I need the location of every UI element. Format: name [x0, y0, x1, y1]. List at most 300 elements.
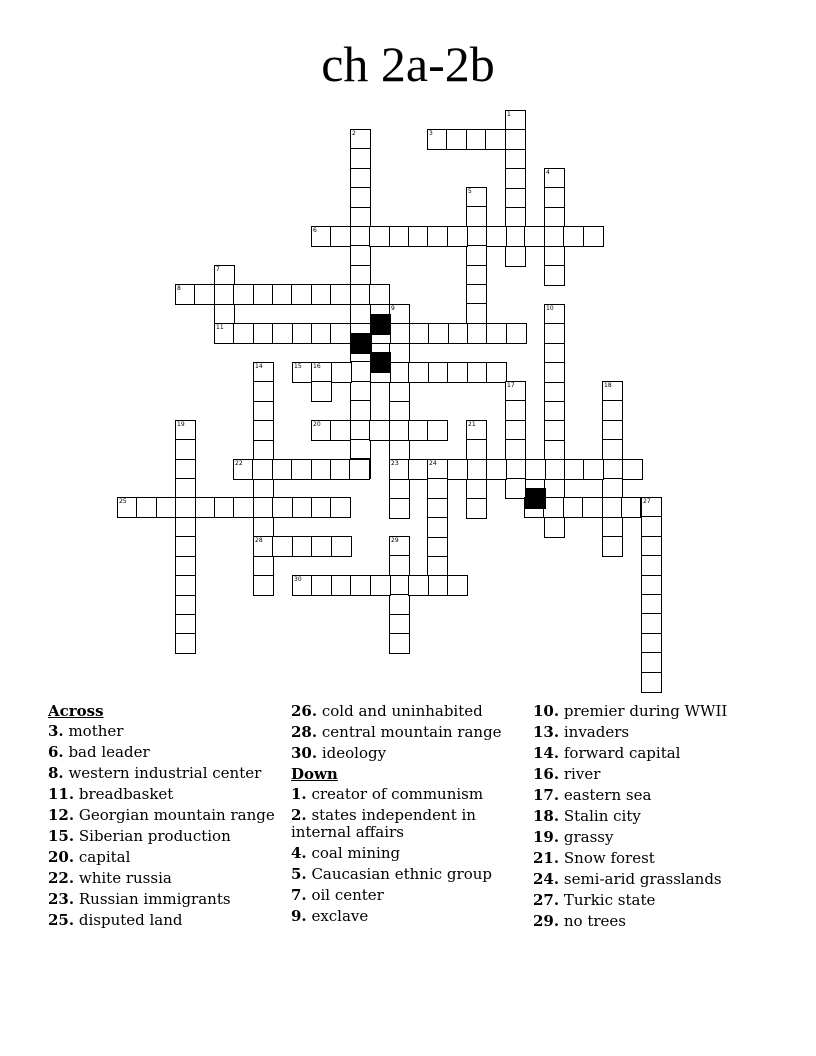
- clue-item-number: 17.: [533, 786, 560, 804]
- grid-cell[interactable]: [389, 536, 410, 557]
- grid-cell[interactable]: [622, 459, 643, 480]
- grid-cell[interactable]: [272, 536, 293, 557]
- grid-cell[interactable]: [467, 459, 488, 480]
- grid-cell[interactable]: [427, 420, 448, 441]
- grid-cell[interactable]: [350, 245, 371, 266]
- grid-cell[interactable]: [602, 400, 623, 421]
- grid-cell[interactable]: [389, 575, 410, 596]
- clue-number: 7: [216, 266, 220, 273]
- grid-cell[interactable]: [467, 323, 488, 344]
- grid-cell[interactable]: [505, 478, 526, 499]
- grid-cell[interactable]: [505, 226, 526, 247]
- grid-cell[interactable]: [330, 284, 351, 305]
- grid-cell[interactable]: [291, 284, 312, 305]
- grid-cell[interactable]: [544, 517, 565, 538]
- grid-cell[interactable]: [602, 381, 623, 402]
- grid-cell[interactable]: [311, 459, 332, 480]
- grid-cell[interactable]: [253, 517, 274, 538]
- grid-cell[interactable]: [641, 672, 662, 693]
- grid-cell[interactable]: [505, 439, 526, 460]
- grid-cell[interactable]: [544, 362, 565, 383]
- grid-cell[interactable]: [448, 323, 469, 344]
- clue-item-number: 24.: [533, 870, 560, 888]
- grid-cell[interactable]: [466, 439, 487, 460]
- grid-cell[interactable]: [292, 497, 313, 518]
- grid-cell[interactable]: [175, 420, 196, 441]
- clue-item-text: Snow forest: [559, 849, 655, 867]
- grid-cell[interactable]: [369, 226, 390, 247]
- grid-cell[interactable]: [272, 284, 293, 305]
- grid-cell[interactable]: [486, 362, 507, 383]
- clue-item-number: 1.: [291, 785, 307, 803]
- grid-cell[interactable]: [427, 498, 448, 519]
- grid-cell[interactable]: [253, 381, 274, 402]
- grid-cell[interactable]: [408, 362, 429, 383]
- grid-cell[interactable]: [544, 401, 565, 422]
- grid-cell[interactable]: [311, 497, 332, 518]
- grid-cell[interactable]: [291, 459, 312, 480]
- grid-cell[interactable]: [175, 633, 196, 654]
- clue-item-number: 12.: [48, 806, 75, 824]
- grid-cell[interactable]: [389, 614, 410, 635]
- clue-number: 5: [468, 188, 472, 195]
- clue-item-text: bad leader: [63, 743, 150, 761]
- clue-number: 22: [235, 460, 243, 467]
- grid-cell[interactable]: [369, 284, 390, 305]
- clue-list: [48, 700, 788, 960]
- clue-item: [48, 849, 288, 866]
- grid-cell[interactable]: [175, 497, 196, 518]
- grid-cell[interactable]: [408, 226, 429, 247]
- grid-cell[interactable]: [564, 459, 585, 480]
- grid-cell[interactable]: [214, 323, 235, 344]
- grid-cell[interactable]: [330, 323, 351, 344]
- grid-cell[interactable]: [175, 536, 196, 557]
- clue-column-3: [533, 700, 773, 934]
- grid-cell[interactable]: [175, 556, 196, 577]
- grid-cell[interactable]: [350, 148, 371, 169]
- clue-item-number: 18.: [533, 807, 560, 825]
- grid-cell[interactable]: [330, 497, 351, 518]
- grid-cell[interactable]: [602, 478, 623, 499]
- grid-cell[interactable]: [466, 478, 487, 499]
- grid-cell[interactable]: [253, 556, 274, 577]
- grid-cell[interactable]: [505, 110, 526, 131]
- grid-cell[interactable]: [506, 323, 527, 344]
- clue-item-number: 21.: [533, 849, 560, 867]
- clue-item-number: 4.: [291, 844, 307, 862]
- clue-item: [48, 807, 288, 824]
- blocked-cell: [370, 314, 391, 335]
- grid-cell[interactable]: [602, 497, 623, 518]
- grid-cell[interactable]: [311, 420, 332, 441]
- grid-cell[interactable]: [466, 226, 487, 247]
- grid-cell[interactable]: [544, 207, 565, 228]
- grid-cell[interactable]: [447, 226, 468, 247]
- clue-item: [533, 892, 773, 909]
- clue-item-number: 2.: [291, 806, 307, 824]
- grid-cell[interactable]: [505, 207, 526, 228]
- grid-cell[interactable]: [544, 459, 565, 480]
- grid-cell[interactable]: [214, 304, 235, 325]
- clue-number: 3: [429, 130, 433, 137]
- grid-cell[interactable]: [292, 362, 313, 383]
- grid-cell[interactable]: [466, 420, 487, 441]
- grid-cell[interactable]: [175, 439, 196, 460]
- grid-cell[interactable]: [253, 323, 274, 344]
- grid-cell[interactable]: [505, 400, 526, 421]
- grid-cell[interactable]: [350, 420, 371, 441]
- clue-item: [48, 912, 288, 929]
- grid-cell[interactable]: [253, 536, 274, 557]
- clue-number: 8: [177, 285, 181, 292]
- grid-cell[interactable]: [544, 246, 565, 267]
- grid-cell[interactable]: [253, 284, 274, 305]
- clue-item: [291, 908, 531, 925]
- grid-cell[interactable]: [602, 439, 623, 460]
- grid-cell[interactable]: [466, 265, 487, 286]
- grid-cell[interactable]: [389, 420, 410, 441]
- grid-cell[interactable]: [427, 556, 448, 577]
- grid-cell[interactable]: [311, 226, 332, 247]
- clue-item-number: 10.: [533, 702, 560, 720]
- clue-number: 24: [429, 460, 437, 467]
- grid-cell[interactable]: [389, 304, 410, 325]
- grid-cell[interactable]: [272, 497, 293, 518]
- grid-cell[interactable]: [582, 497, 603, 518]
- grid-cell[interactable]: [253, 497, 274, 518]
- grid-cell[interactable]: [641, 633, 662, 654]
- grid-cell[interactable]: [544, 343, 565, 364]
- clue-number: 1: [507, 111, 511, 118]
- grid-cell[interactable]: [563, 497, 584, 518]
- grid-cell[interactable]: [330, 420, 351, 441]
- grid-cell[interactable]: [175, 284, 196, 305]
- grid-cell[interactable]: [233, 284, 254, 305]
- clue-item-number: 20.: [48, 848, 75, 866]
- grid-cell[interactable]: [350, 304, 371, 325]
- clue-item-text: coal mining: [306, 844, 401, 862]
- clue-item-number: 28.: [291, 723, 318, 741]
- grid-cell[interactable]: [175, 459, 196, 480]
- grid-cell[interactable]: [505, 246, 526, 267]
- grid-cell[interactable]: [214, 284, 235, 305]
- grid-cell[interactable]: [505, 149, 526, 170]
- grid-cell[interactable]: [272, 459, 293, 480]
- clue-item: [291, 887, 531, 904]
- grid-cell[interactable]: [389, 362, 410, 383]
- grid-cell[interactable]: [544, 323, 565, 344]
- grid-cell[interactable]: [233, 323, 254, 344]
- clue-item-text: states independent in internal affairs: [291, 806, 476, 841]
- grid-cell[interactable]: [389, 382, 410, 403]
- grid-cell[interactable]: [350, 400, 371, 421]
- grid-cell[interactable]: [544, 168, 565, 189]
- clue-item-number: 11.: [48, 785, 75, 803]
- clue-number: 25: [119, 498, 127, 505]
- grid-cell[interactable]: [641, 516, 662, 537]
- grid-cell[interactable]: [350, 265, 371, 286]
- grid-cell[interactable]: [175, 614, 196, 635]
- grid-cell[interactable]: [427, 478, 448, 499]
- grid-cell[interactable]: [505, 459, 526, 480]
- grid-cell[interactable]: [543, 497, 564, 518]
- grid-cell[interactable]: [292, 323, 313, 344]
- clue-item-text: forward capital: [559, 744, 681, 762]
- grid-cell[interactable]: [447, 459, 468, 480]
- clue-item-number: 29.: [533, 912, 560, 930]
- grid-cell[interactable]: [350, 361, 371, 382]
- clue-item-number: 16.: [533, 765, 560, 783]
- grid-cell[interactable]: [505, 168, 526, 189]
- grid-cell[interactable]: [389, 479, 410, 500]
- grid-cell[interactable]: [389, 498, 410, 519]
- grid-cell[interactable]: [253, 362, 274, 383]
- clue-item-number: 22.: [48, 869, 75, 887]
- grid-cell[interactable]: [641, 613, 662, 634]
- clue-item-text: no trees: [559, 912, 626, 930]
- grid-cell[interactable]: [214, 497, 235, 518]
- clue-item: [533, 766, 773, 783]
- grid-cell[interactable]: [525, 459, 546, 480]
- grid-cell[interactable]: [350, 168, 371, 189]
- grid-cell[interactable]: [389, 401, 410, 422]
- clue-section-heading: Across: [48, 702, 104, 720]
- grid-cell[interactable]: [272, 323, 293, 344]
- grid-cell[interactable]: [331, 575, 352, 596]
- grid-cell[interactable]: [252, 459, 273, 480]
- grid-cell[interactable]: [466, 187, 487, 208]
- clue-item-text: premier during WWII: [559, 702, 728, 720]
- grid-cell[interactable]: [350, 575, 371, 596]
- grid-cell[interactable]: [544, 226, 565, 247]
- grid-cell[interactable]: [175, 478, 196, 499]
- grid-cell[interactable]: [311, 381, 332, 402]
- grid-cell[interactable]: [602, 517, 623, 538]
- clue-number: 27: [643, 498, 651, 505]
- grid-cell[interactable]: [214, 265, 235, 286]
- grid-cell[interactable]: [621, 497, 642, 518]
- grid-cell[interactable]: [350, 207, 371, 228]
- grid-cell[interactable]: [292, 575, 313, 596]
- grid-cell[interactable]: [233, 459, 254, 480]
- grid-cell[interactable]: [505, 188, 526, 209]
- clue-item-text: Russian immigrants: [74, 890, 231, 908]
- grid-cell[interactable]: [350, 381, 371, 402]
- clue-item-text: Georgian mountain range: [74, 806, 275, 824]
- grid-cell[interactable]: [389, 555, 410, 576]
- grid-cell[interactable]: [544, 265, 565, 286]
- puzzle-title: ch 2a-2b: [321, 36, 495, 92]
- grid-cell[interactable]: [466, 245, 487, 266]
- clue-item-text: river: [559, 765, 601, 783]
- grid-cell[interactable]: [311, 284, 332, 305]
- grid-cell[interactable]: [563, 226, 584, 247]
- grid-cell[interactable]: [311, 323, 332, 344]
- grid-cell[interactable]: [486, 323, 507, 344]
- grid-cell[interactable]: [544, 304, 565, 325]
- grid-cell[interactable]: [292, 536, 313, 557]
- grid-cell[interactable]: [311, 575, 332, 596]
- grid-cell[interactable]: [447, 362, 468, 383]
- clue-item-text: Stalin city: [559, 807, 641, 825]
- clue-item-text: white russia: [74, 869, 172, 887]
- grid-cell[interactable]: [194, 284, 215, 305]
- grid-cell[interactable]: [409, 323, 430, 344]
- grid-cell[interactable]: [641, 497, 662, 518]
- grid-cell[interactable]: [505, 381, 526, 402]
- grid-cell[interactable]: [466, 498, 487, 519]
- grid-cell[interactable]: [175, 595, 196, 616]
- grid-cell[interactable]: [195, 497, 216, 518]
- clue-number: 6: [313, 227, 317, 234]
- grid-cell[interactable]: [330, 226, 351, 247]
- grid-cell[interactable]: [505, 420, 526, 441]
- grid-cell[interactable]: [408, 575, 429, 596]
- grid-cell[interactable]: [253, 401, 274, 422]
- clue-item-text: Caucasian ethnic group: [306, 865, 492, 883]
- clue-item: [533, 703, 773, 720]
- grid-cell[interactable]: [233, 497, 254, 518]
- grid-cell[interactable]: [389, 633, 410, 654]
- clue-item-text: disputed land: [74, 911, 183, 929]
- grid-cell[interactable]: [350, 226, 371, 247]
- clue-number: 9: [391, 305, 395, 312]
- grid-cell[interactable]: [641, 652, 662, 673]
- clue-number: 23: [391, 460, 399, 467]
- clue-item-number: 14.: [533, 744, 560, 762]
- clue-item-number: 5.: [291, 865, 307, 883]
- grid-cell[interactable]: [389, 459, 410, 480]
- grid-cell[interactable]: [505, 129, 526, 150]
- grid-cell[interactable]: [350, 129, 371, 150]
- grid-cell[interactable]: [602, 420, 623, 441]
- grid-cell[interactable]: [253, 575, 274, 596]
- grid-cell[interactable]: [485, 129, 506, 150]
- clue-item: [48, 723, 288, 740]
- clue-item: [533, 850, 773, 867]
- grid-cell[interactable]: [408, 420, 429, 441]
- clue-item: [533, 829, 773, 846]
- grid-cell[interactable]: [389, 323, 410, 344]
- clue-item-number: 3.: [48, 722, 64, 740]
- clue-number: 10: [546, 305, 554, 312]
- grid-cell[interactable]: [641, 555, 662, 576]
- grid-cell[interactable]: [350, 284, 371, 305]
- grid-cell[interactable]: [370, 575, 391, 596]
- grid-cell[interactable]: [466, 284, 487, 305]
- grid-cell[interactable]: [350, 439, 371, 460]
- grid-cell[interactable]: [253, 440, 274, 461]
- grid-cell[interactable]: [427, 537, 448, 558]
- grid-cell[interactable]: [408, 459, 429, 480]
- grid-cell[interactable]: [369, 420, 390, 441]
- grid-cell[interactable]: [427, 129, 448, 150]
- grid-cell[interactable]: [641, 575, 662, 596]
- grid-cell[interactable]: [156, 497, 177, 518]
- grid-cell[interactable]: [486, 226, 507, 247]
- grid-cell[interactable]: [428, 575, 449, 596]
- grid-cell[interactable]: [524, 226, 545, 247]
- grid-cell[interactable]: [349, 459, 370, 480]
- clue-item-text: exclave: [306, 907, 369, 925]
- clue-item: [291, 703, 531, 720]
- clue-item: [291, 866, 531, 883]
- grid-cell[interactable]: [389, 440, 410, 461]
- grid-cell[interactable]: [602, 536, 623, 557]
- grid-cell[interactable]: [331, 536, 352, 557]
- grid-cell[interactable]: [583, 459, 604, 480]
- clue-item: [533, 724, 773, 741]
- grid-cell[interactable]: [544, 440, 565, 461]
- grid-cell[interactable]: [583, 226, 604, 247]
- grid-cell[interactable]: [641, 594, 662, 615]
- clue-number: 20: [313, 421, 321, 428]
- grid-cell[interactable]: [389, 226, 410, 247]
- grid-cell[interactable]: [175, 517, 196, 538]
- grid-cell[interactable]: [544, 187, 565, 208]
- grid-cell[interactable]: [467, 362, 488, 383]
- grid-cell[interactable]: [641, 536, 662, 557]
- grid-cell[interactable]: [602, 459, 623, 480]
- grid-cell[interactable]: [311, 536, 332, 557]
- grid-cell[interactable]: [350, 187, 371, 208]
- grid-cell[interactable]: [427, 226, 448, 247]
- grid-cell[interactable]: [466, 303, 487, 324]
- grid-cell[interactable]: [253, 478, 274, 499]
- grid-cell[interactable]: [331, 362, 352, 383]
- grid-cell[interactable]: [544, 382, 565, 403]
- clue-item: [533, 913, 773, 930]
- clue-item-text: cold and uninhabited: [317, 702, 483, 720]
- grid-cell[interactable]: [311, 362, 332, 383]
- grid-cell[interactable]: [389, 594, 410, 615]
- blocked-cell: [351, 333, 372, 354]
- clue-column-2: [291, 700, 531, 929]
- grid-cell[interactable]: [427, 459, 448, 480]
- grid-cell[interactable]: [175, 575, 196, 596]
- grid-cell[interactable]: [466, 129, 487, 150]
- clue-item-text: central mountain range: [317, 723, 502, 741]
- clue-item: [291, 807, 531, 841]
- grid-cell[interactable]: [486, 459, 507, 480]
- grid-cell[interactable]: [330, 459, 351, 480]
- clue-number: 19: [177, 421, 185, 428]
- grid-cell[interactable]: [446, 129, 467, 150]
- grid-cell[interactable]: [447, 575, 468, 596]
- grid-cell[interactable]: [117, 497, 138, 518]
- grid-cell[interactable]: [466, 206, 487, 227]
- grid-cell[interactable]: [253, 420, 274, 441]
- grid-cell[interactable]: [136, 497, 157, 518]
- clue-item-text: grassy: [559, 828, 614, 846]
- clue-item-text: ideology: [317, 744, 387, 762]
- clue-item-text: breadbasket: [74, 785, 174, 803]
- grid-cell[interactable]: [428, 323, 449, 344]
- grid-cell[interactable]: [428, 362, 449, 383]
- clue-item-number: 27.: [533, 891, 560, 909]
- grid-cell[interactable]: [389, 343, 410, 364]
- clue-item: [48, 891, 288, 908]
- clue-item-text: eastern sea: [559, 786, 652, 804]
- clue-number: 28: [255, 537, 263, 544]
- clue-number: 15: [294, 363, 302, 370]
- grid-cell[interactable]: [427, 517, 448, 538]
- clue-item-number: 6.: [48, 743, 64, 761]
- grid-cell[interactable]: [544, 420, 565, 441]
- clue-column-1: [48, 700, 288, 933]
- clue-item: [533, 745, 773, 762]
